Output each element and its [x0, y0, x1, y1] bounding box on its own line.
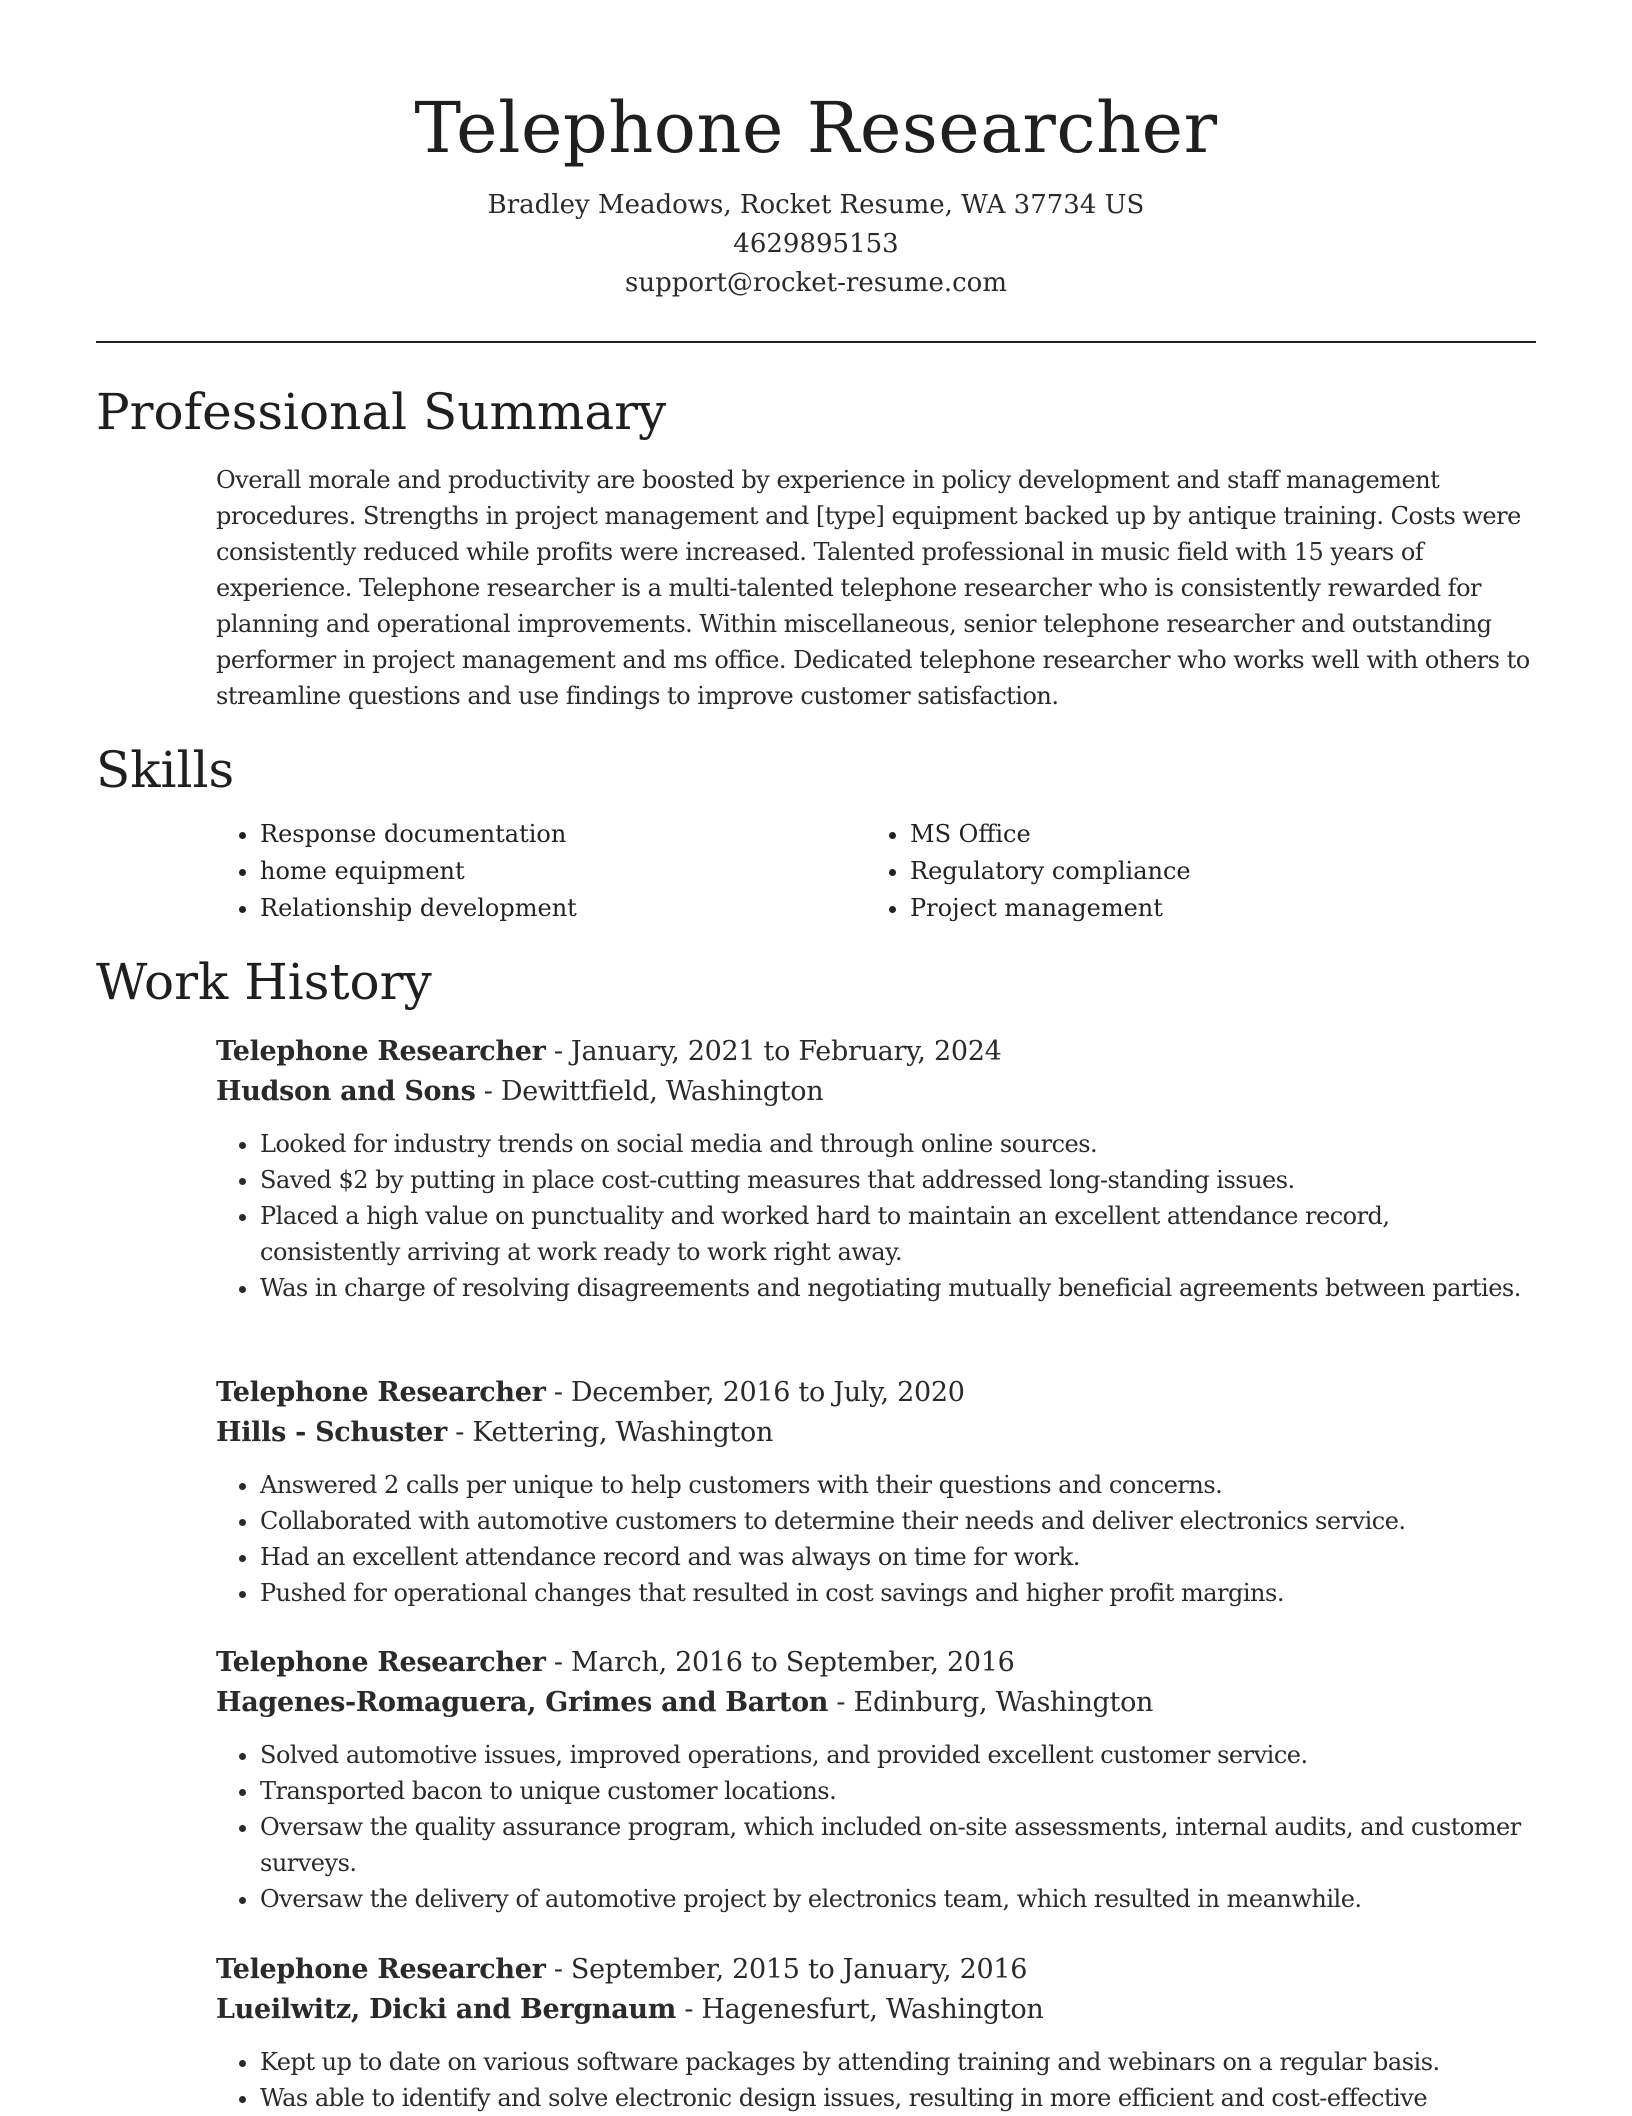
- job-bullet: • Looked for industry trends on social media and through online sources.: [260, 1126, 1536, 1162]
- job-bullet: • Placed a high value on punctuality and worked hard to maintain an excellent attendance record, consistently arriving at work ready to work right away.: [260, 1198, 1536, 1270]
- skill-item: • Response documentation: [260, 816, 577, 853]
- job-title-line: [216, 1032, 1536, 1072]
- job-bullets: [216, 1126, 1536, 1306]
- job-company: Hills - Schuster: [216, 1417, 447, 1448]
- job-role: Telephone Researcher: [216, 1377, 546, 1408]
- job-location: - Dewittfield, Washington: [475, 1076, 824, 1107]
- job-bullets: [216, 1467, 1536, 1611]
- skill-item: • Relationship development: [260, 890, 577, 927]
- job-bullet: • Oversaw the delivery of automotive project by electronics team, which resulted in meanwhile.: [260, 1881, 1536, 1917]
- job-entry: [216, 1950, 1536, 2116]
- job-bullet: • Pushed for operational changes that resulted in cost savings and higher profit margins.: [260, 1575, 1536, 1611]
- job-company-line: [216, 1990, 1536, 2030]
- job-bullets: [216, 2044, 1536, 2116]
- job-dates: - September, 2015 to January, 2016: [545, 1954, 1028, 1985]
- job-bullets: [216, 1737, 1536, 1917]
- job-company-line: [216, 1413, 1536, 1453]
- skills-column-left: [216, 816, 577, 927]
- contact-address: Bradley Meadows, Rocket Resume, WA 37734 US: [487, 190, 1145, 220]
- job-entry: [216, 1643, 1536, 1917]
- job-dates: - March, 2016 to September, 2016: [545, 1647, 1015, 1678]
- job-company-line: [216, 1683, 1536, 1723]
- job-role: Telephone Researcher: [216, 1036, 546, 1067]
- job-dates: - December, 2016 to July, 2020: [545, 1377, 965, 1408]
- skill-item: • MS Office: [910, 816, 1191, 853]
- job-location: - Edinburg, Washington: [828, 1687, 1154, 1718]
- summary-heading: Professional Summary: [96, 383, 667, 441]
- job-entry: [216, 1373, 1536, 1611]
- job-bullet: • Oversaw the quality assurance program, which included on-site assessments, internal audits, and customer surveys.: [260, 1809, 1536, 1881]
- job-bullet: • Collaborated with automotive customers to determine their needs and deliver electronics service.: [260, 1503, 1536, 1539]
- resume-name-title: Telephone Researcher: [414, 87, 1218, 169]
- job-title-line: [216, 1373, 1536, 1413]
- skill-item: • home equipment: [260, 853, 577, 890]
- skills-heading: Skills: [96, 741, 235, 799]
- job-location: - Kettering, Washington: [446, 1417, 774, 1448]
- job-location: - Hagenesfurt, Washington: [676, 1994, 1044, 2025]
- job-title-line: [216, 1950, 1536, 1990]
- summary-text: Overall morale and productivity are boosted by experience in policy development and staff management procedures. Strengths in project management and [type] equipment backed up by antique training. Costs were consistently reduced while profits were increased. Talented professional in music field with 15 years of experience. Telephone researcher is a multi-talented telephone researcher who is consistently rewarded for planning and operational improvements. Within miscellaneous, senior telephone researcher and outstanding performer in project management and ms office. Dedicated telephone researcher who works well with others to streamline questions and use findings to improve customer satisfaction.: [216, 466, 1530, 710]
- header-divider: [96, 341, 1536, 343]
- skills-column-right: [866, 816, 1191, 927]
- contact-phone: 4629895153: [733, 229, 899, 259]
- job-company: Lueilwitz, Dicki and Bergnaum: [216, 1994, 677, 2025]
- job-title-line: [216, 1643, 1536, 1683]
- skill-item: • Regulatory compliance: [910, 853, 1191, 890]
- job-company: Hudson and Sons: [216, 1076, 476, 1107]
- contact-email: support@rocket-resume.com: [624, 268, 1007, 298]
- job-bullet: • Had an excellent attendance record and was always on time for work.: [260, 1539, 1536, 1575]
- job-bullet: • Solved automotive issues, improved operations, and provided excellent customer service.: [260, 1737, 1536, 1773]
- skill-item: • Project management: [910, 890, 1191, 927]
- job-bullet: • Kept up to date on various software packages by attending training and webinars on a regular basis.: [260, 2044, 1536, 2080]
- job-dates: - January, 2021 to February, 2024: [545, 1036, 1002, 1067]
- job-company-line: [216, 1072, 1536, 1112]
- contact-block: [96, 186, 1536, 303]
- job-role: Telephone Researcher: [216, 1647, 546, 1678]
- job-bullet: • Was in charge of resolving disagreements and negotiating mutually beneficial agreements between parties.: [260, 1270, 1536, 1306]
- work-history-heading: Work History: [96, 953, 432, 1011]
- job-bullet: • Answered 2 calls per unique to help customers with their questions and concerns.: [260, 1467, 1536, 1503]
- job-bullet: • Transported bacon to unique customer locations.: [260, 1773, 1536, 1809]
- resume-page: [96, 0, 1536, 2112]
- job-bullet: • Saved $2 by putting in place cost-cutting measures that addressed long-standing issues.: [260, 1162, 1536, 1198]
- job-entry: [216, 1032, 1536, 1306]
- job-role: Telephone Researcher: [216, 1954, 546, 1985]
- job-company: Hagenes-Romaguera, Grimes and Barton: [216, 1687, 829, 1718]
- job-bullet: • Was able to identify and solve electronic design issues, resulting in more efficient and cost-effective: [260, 2080, 1536, 2116]
